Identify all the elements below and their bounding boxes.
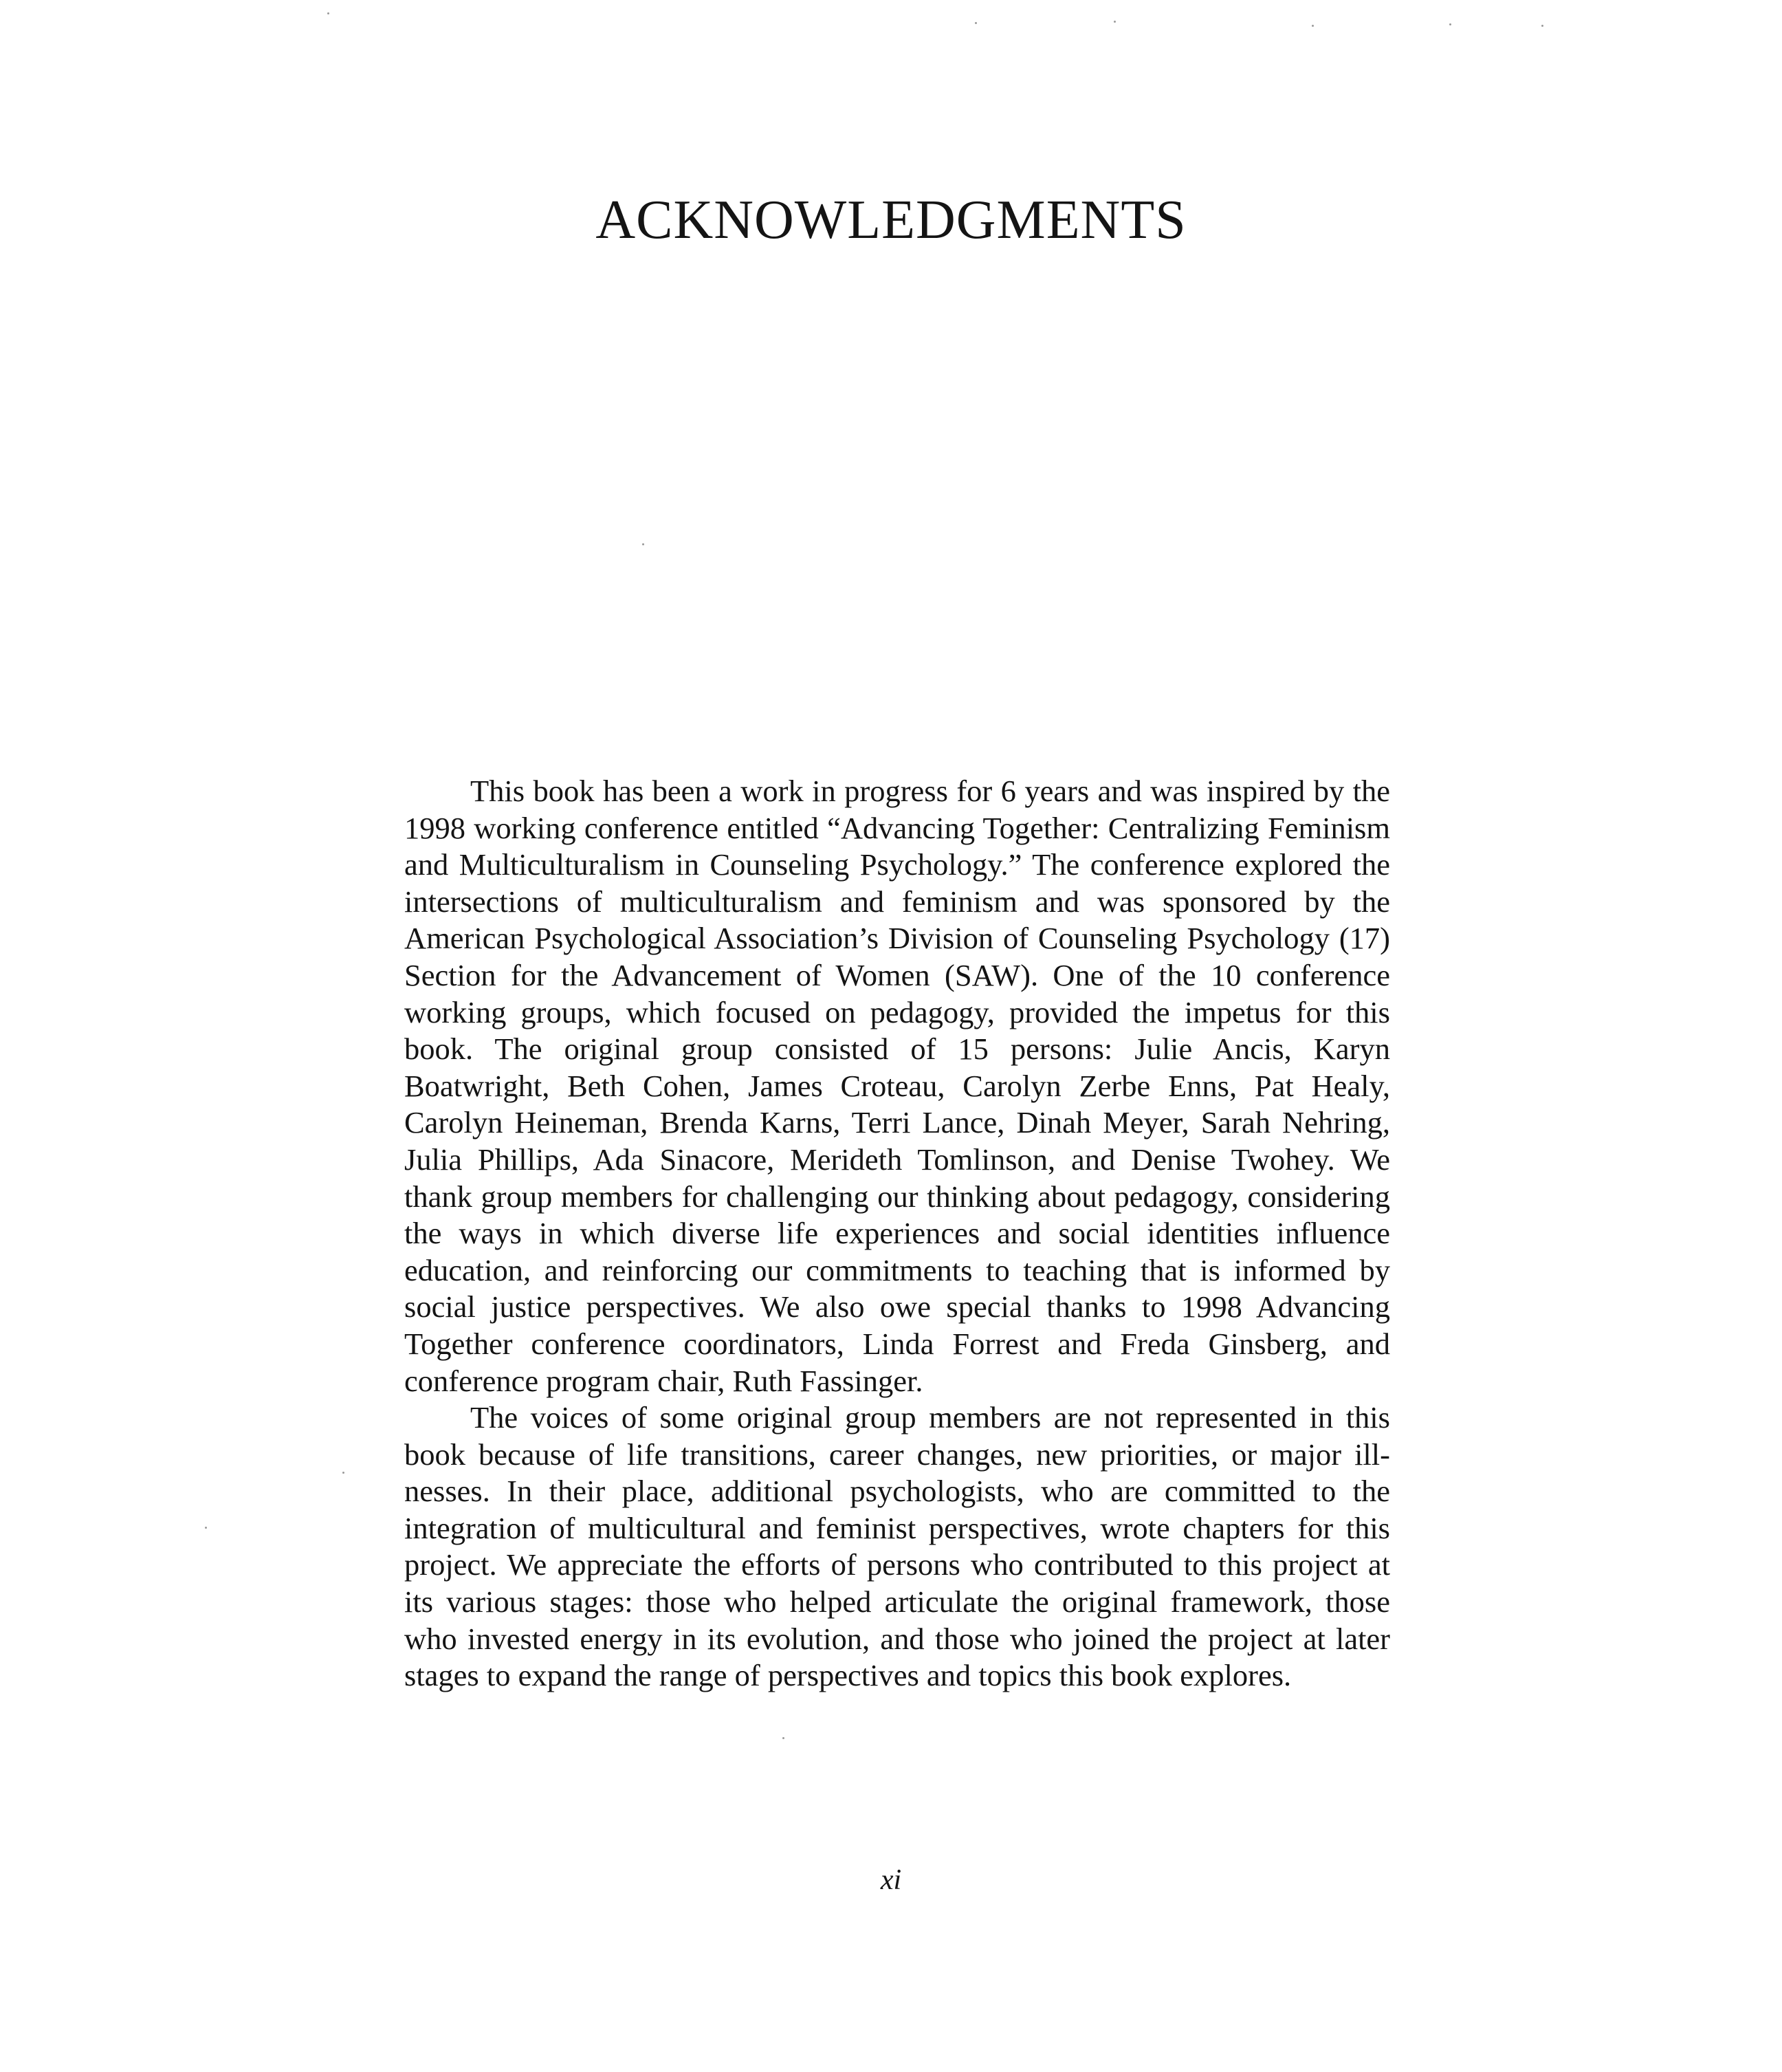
scan-speck <box>1114 21 1116 23</box>
page-title: ACKNOWLEDGMENTS <box>595 190 1187 250</box>
scan-speck <box>1449 23 1451 25</box>
scan-speck <box>642 543 644 545</box>
scan-speck <box>342 1472 344 1474</box>
scan-speck <box>327 12 329 14</box>
scan-speck <box>782 1737 784 1739</box>
paragraph: The voices of some original group members are not represented in this book because of life transitions, career changes, new priorities, or major illnesses. In their place, additional psychologists, who are committed to the integration of multicultural and feminist perspectives, wrote chapters for this project. We appreciate the efforts of persons who contributed to this project at its various stages: those who helped articulate the original framework, those who invested energy in its evolution, and those who joined the project at later stages to expand the range of perspectives and topics this book explores. <box>404 1400 1390 1693</box>
page-number: xi <box>880 1864 902 1896</box>
paragraph: This book has been a work in progress for 6 years and was inspired by the 1998 working conference entitled “Advancing Together: Centralizing Feminism and Multiculturalism in Counseling Psychology.” The conference explored the intersections of multiculturalism and feminism and was sponsored by the American Psychological Association’s Division of Counseling Psychology (17) Section for the Advancement of Women (SAW). One of the 10 conference working groups, which focused on pedagogy, provided the impetus for this book. The original group consisted of 15 persons: Julie Ancis, Karyn Boatwright, Beth Cohen, James Croteau, Carolyn Zerbe Enns, Pat Healy, Carolyn Heineman, Brenda Karns, Terri Lance, Dinah Meyer, Sarah Nehring, Julia Phillips, Ada Sinacore, Merideth Tomlinson, and Denise Twohey. We thank group members for challenging our thinking about pedagogy, considering the ways in which diverse life experiences and social identities influence education, and reinforcing our commitments to teaching that is informed by social justice perspectives. We also owe special thanks to 1998 Advancing Together conference coordinators, Linda Forrest and Freda Ginsberg, and conference program chair, Ruth Fassinger. <box>404 774 1390 1398</box>
scan-speck <box>1541 25 1543 27</box>
scan-speck <box>205 1527 207 1529</box>
scan-speck <box>975 22 977 24</box>
scan-speck <box>1312 25 1314 27</box>
body-text <box>404 773 1390 1694</box>
